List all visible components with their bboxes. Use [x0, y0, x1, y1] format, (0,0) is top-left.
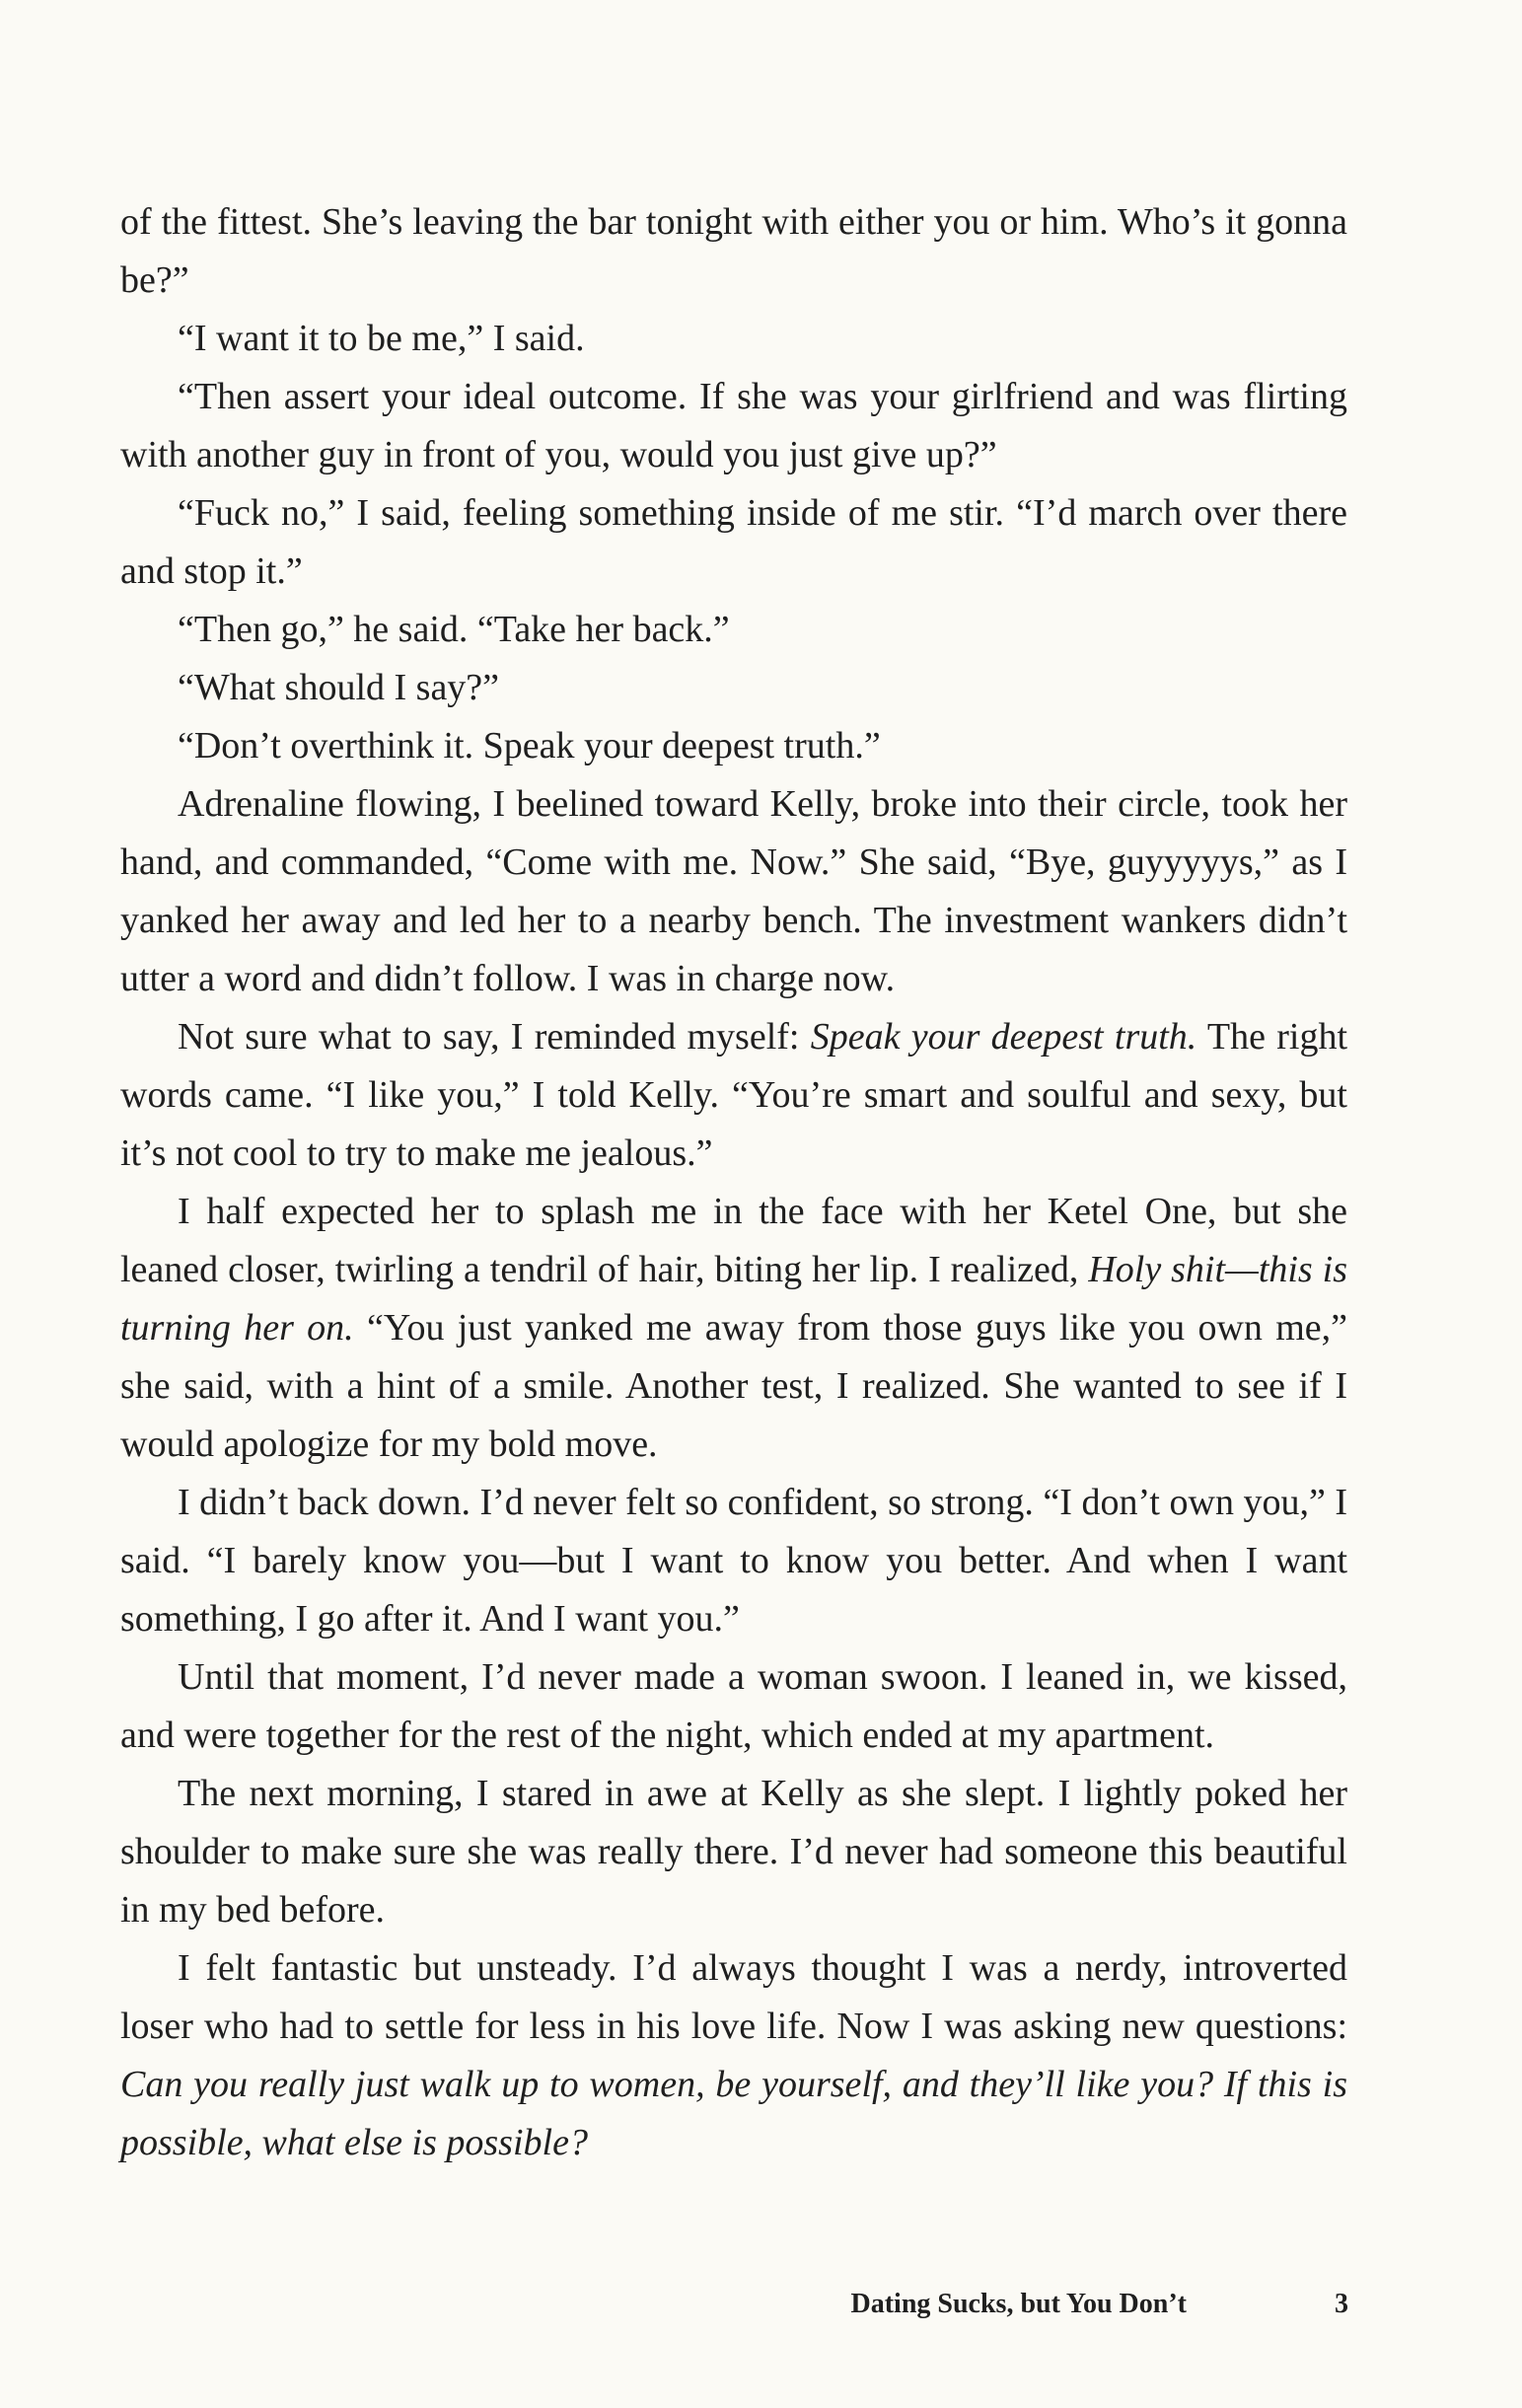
paragraph	[120, 1008, 1347, 1183]
text-segment: of the fittest. She’s leaving the bar tonight with either you or him. Who’s it gonna be?”	[120, 201, 1347, 301]
text-segment: “You just yanked me away from those guys like you own me,” she said, with a hint of a smile. Another test, I realized. She wanted to see if I would apologize for my bold move.	[120, 1307, 1347, 1465]
paragraph	[120, 1939, 1347, 2172]
paragraph	[120, 1765, 1347, 1939]
paragraph	[120, 717, 1347, 775]
paragraph	[120, 193, 1347, 310]
text-segment: “I want it to be me,” I said.	[178, 318, 585, 359]
italic-text-segment: Speak your deepest truth.	[810, 1016, 1197, 1058]
paragraph	[120, 1648, 1347, 1765]
paragraph	[120, 310, 1347, 368]
italic-text-segment: Holy shit—this is turning her on.	[120, 1249, 1347, 1349]
text-segment: “Then assert your ideal outcome. If she was your girlfriend and was flirting with another guy in front of you, would you just give up?”	[120, 376, 1347, 475]
running-title: Dating Sucks, but You Don’t	[850, 2289, 1187, 2319]
paragraph	[120, 601, 1347, 659]
text-segment: Adrenaline flowing, I beelined toward Kelly, broke into their circle, took her hand, and commanded, “Come with me. Now.” She said, “Bye, guyyyyys,” as I yanked her away and led her to a nearby bench. The investment wankers didn’t utter a word and didn’t follow. I was in charge now.	[120, 783, 1347, 999]
text-segment: “Then go,” he said. “Take her back.”	[178, 609, 730, 650]
text-segment: The next morning, I stared in awe at Kelly as she slept. I lightly poked her shoulder to make sure she was really there. I’d never had someone this beautiful in my bed before.	[120, 1773, 1347, 1931]
paragraph	[120, 368, 1347, 484]
italic-text-segment: Can you really just walk up to women, be yourself, and they’ll like you? If this is possible, what else is possible?	[120, 2064, 1347, 2163]
text-segment: “Don’t overthink it. Speak your deepest truth.”	[178, 725, 881, 766]
text-segment: I felt fantastic but unsteady. I’d always thought I was a nerdy, introverted loser who had to settle for less in his love life. Now I was asking new questions:	[120, 1947, 1347, 2047]
text-segment: Until that moment, I’d never made a woman swoon. I leaned in, we kissed, and were together for the rest of the night, which ended at my apartment.	[120, 1656, 1347, 1756]
page-footer	[0, 2289, 1522, 2336]
body-text	[120, 193, 1347, 2172]
text-segment: Not sure what to say, I reminded myself:	[178, 1016, 811, 1058]
paragraph	[120, 1183, 1347, 1474]
text-segment: I didn’t back down. I’d never felt so confident, so strong. “I don’t own you,” I said. “I barely know you—but I want to know you better. And when I want something, I go after it. And I want you.”	[120, 1482, 1347, 1640]
text-segment: The right words came. “I like you,” I told Kelly. “You’re smart and soulful and sexy, but it’s not cool to try to make me jealous.”	[120, 1016, 1348, 1174]
text-segment: “What should I say?”	[178, 667, 500, 708]
text-segment: I half expected her to splash me in the face with her Ketel One, but she leaned closer, twirling a tendril of hair, biting her lip. I realized,	[120, 1191, 1347, 1290]
page-number: 3	[1335, 2289, 1348, 2319]
paragraph	[120, 1474, 1347, 1648]
paragraph	[120, 659, 1347, 717]
paragraph	[120, 775, 1347, 1008]
paragraph	[120, 484, 1347, 601]
text-segment: “Fuck no,” I said, feeling something inside of me stir. “I’d march over there and stop it.”	[120, 492, 1347, 592]
